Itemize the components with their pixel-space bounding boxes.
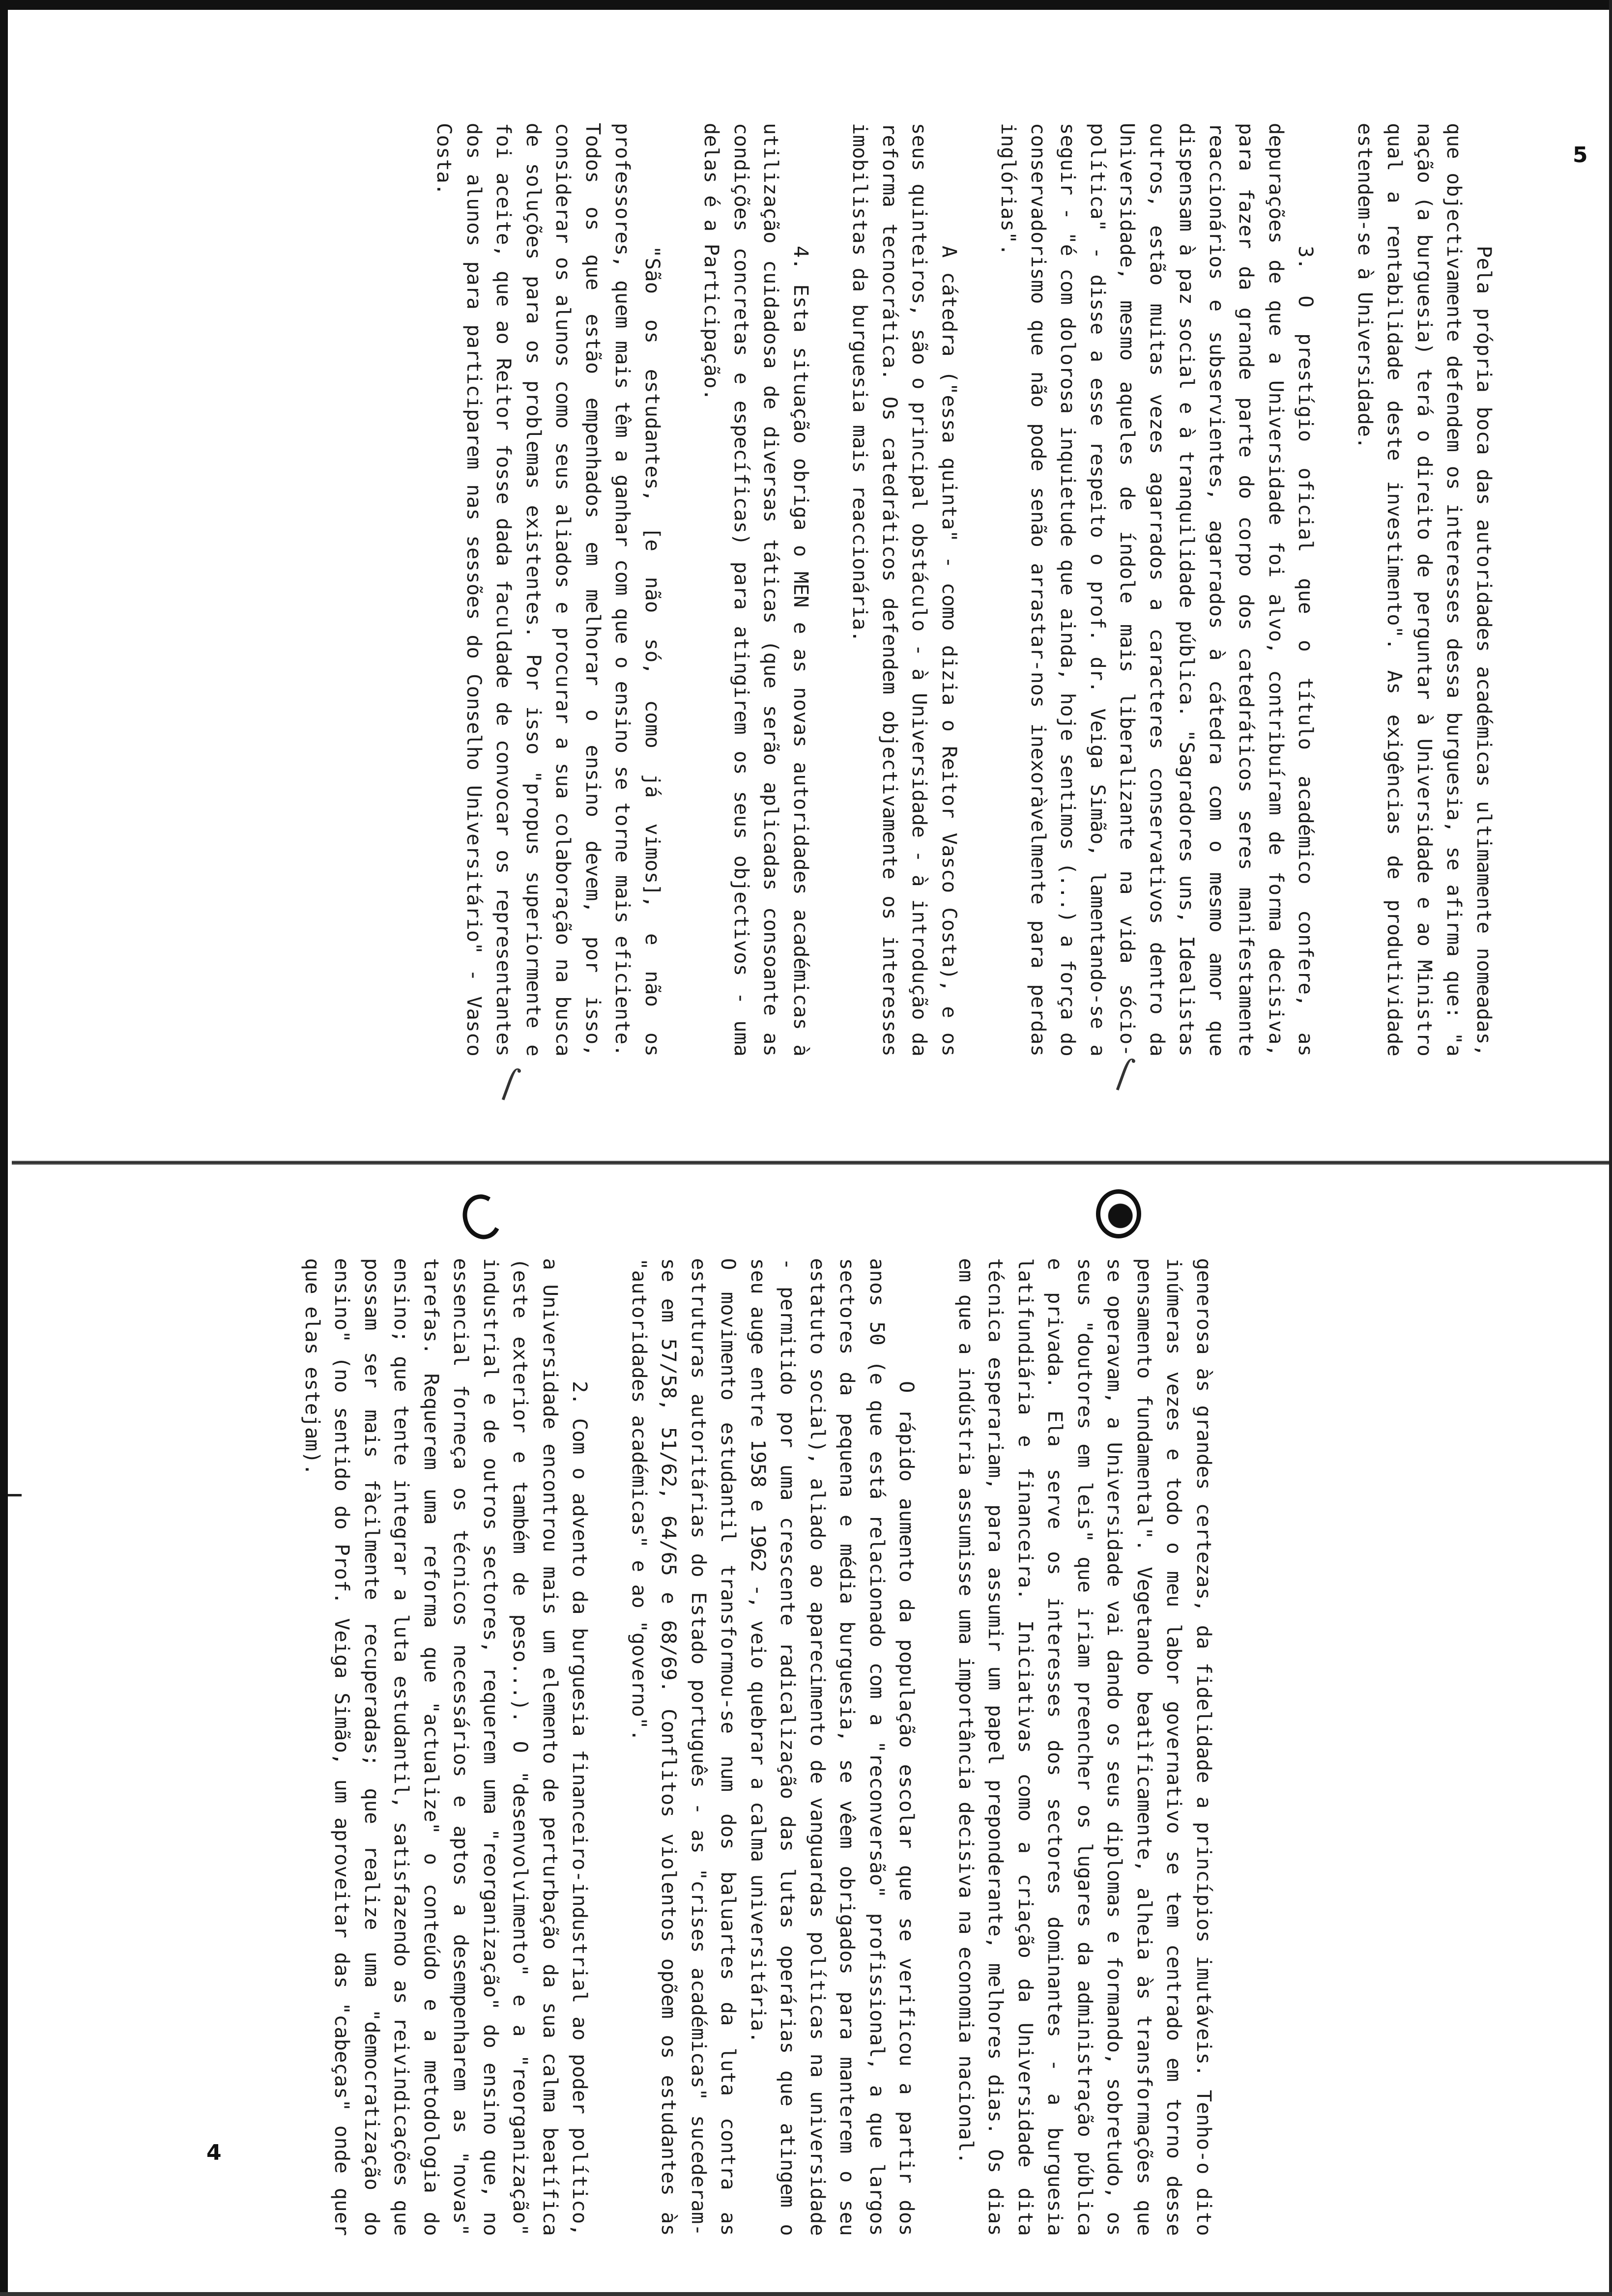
page-number-5: 5 [1573,143,1588,168]
scan-edge-left [0,0,8,2296]
paragraph: 3. O prestígio oficial que o título académico confere, as depurações de que a Universidade foi alvo, contribuíram de forma decisiva, para fazer da grande parte do corpo dos catedráticos seres manifestamente reaccionários e subservientes, agarrados à cátedra com o mesmo amor que dispensam à paz social e à tranquilidade pública. "Sagradores uns, Idealistas outros, estão muitas vezes agarrados a caracteres conservativos dentro da Universidade, mesmo aqueles de índole mais liberalizante na vida sócio-política" - disse a esse respeito o prof. dr. Veiga Simão, lamentando-se a seguir - "é com dolorosa inquietude que ainda, hoje sentimos (...) a força do conservadorismo que não pode senão arrastar-nos inexoràvelmente para perdas inglórias". [997,123,1318,1057]
margin-tick [8,1494,22,1496]
paragraph: A cátedra ("essa quinta" - como dizia o Reitor Vasco Costa), e os seus quinteiros, são o principal obstáculo - à Universidade - à introdução da reforma tecnocrática. Os catedráticos defendem objectivamente os interesses imobilistas da burguesia mais reaccionária. [848,123,961,1057]
page-fold [12,1161,1609,1165]
pencil-tick-icon: ⌠ [1110,1055,1137,1093]
page-number-4: 4 [206,2140,222,2165]
paragraph: 4. Esta situação obriga o MEN e as novas autoridades académicas à utilização cuidadosa de diversas táticas (que serão aplicadas consoante as condições concretas e específicas) para atingirem os seus objectivos - uma delas é a Participação. [700,123,813,1057]
paragraph: generosa às grandes certezas, da fidelidade a princípios imutáveis. Tenho-o dito inúmeras vezes e todo o meu labor governativo se tem centrado em torno desse pensamento fundamental". Vegetando beatìficamente, alheia às transformações que se operavam, a Universidade vai dando os seus diplomas e formando, sobretudo, os seus "doutores em leis" que iriam preencher os lugares da administração pública e privada. Ela serve os interesses dos sectores dominantes - a burguesia latifundiária e financeira. Iniciativas como a criação da Universidade dita técnica esperariam, para assumir um papel preponderante, melhores dias. Os dias em que a indústria assumisse uma importância decisiva na economia nacional. [954,1258,1216,2236]
binder-hole-icon [458,1190,506,1243]
scan-edge-bottom [0,2292,1612,2296]
paragraph: Pela própria boca das autoridades académicas ultimamente nomeadas, que objectivamente defendem os interesses dessa burguesia, se afirma que: "a nação (a burguesia) terá o direito de perguntar à Universidade e ao Ministro qual a rentabilidade deste investimento". As exigências de produtividade estendem-se à Universidade. [1353,123,1496,1057]
binder-hole-icon [1096,1189,1141,1238]
page-5-text [221,123,1499,1057]
paragraph: O movimento estudantil transformou-se num dos baluartes da luta contra as estruturas autoritárias do Estado português - as "crises académicas" sucederam-se em 57/58, 51/62, 64/65 e 68/69. Conflitos violentos opõem os estudantes às "autoridades académicas" e ao "governo". [628,1258,741,2236]
paragraph: 2. Com o advento da burguesia financeiro-industrial ao poder político, a Universidade encontrou mais um elemento de perturbação da sua calma beatífica (este exterior e também de peso...). O "desenvolvimento" e a "reorganização" industrial e de outros sectores, requerem uma "reorganização" do ensino que, no essencial forneça os técnicos necessários e aptos a desempenharem as "novas" tarefas. Requerem uma reforma que "actualize" o conteúdo e a metodologia do ensino; que tente integrar a luta estudantil, satisfazendo as reivindicações que possam ser mais fàcilmente recuperadas; que realize uma "democratização do ensino" (no sentido do Prof. Veiga Simão, um aproveitar das "cabeças" onde quer que elas estejam). [301,1258,592,2236]
scan-edge-top [0,0,1612,10]
pencil-tick-icon: ⌠ [495,1064,522,1103]
scan-edge-right [1609,0,1612,2296]
paragraph: O rápido aumento da população escolar que se verificou a partir dos anos 50 (e que está relacionado com a "reconversão" profissional, a que largos sectores da pequena e média burguesia, se vêem obrigados para manterem o seu estatuto social), aliado ao aparecimento de vanguardas políticas na universidade - permitido por uma crescente radicalização das lutas operárias que atingem o seu auge entre 1958 e 1962 -, veio quebrar a calma universitária. [747,1258,919,2236]
page-4-text [108,1258,1219,2236]
paragraph: "São os estudantes, [e não só, como já vimos], e não os professores, quem mais têm a ganhar com que o ensino se torne mais eficiente. Todos os que estão empenhados em melhorar o ensino devem, por isso, considerar os alunos como seus aliados e procurar a sua colaboração na busca de soluções para os problemas existentes. Por isso "propus superiormente e foi aceite, que ao Reitor fosse dada faculdade de convocar os representantes dos alunos para participarem nas sessões do Conselho Universitário" - Vasco Costa. [432,123,664,1057]
